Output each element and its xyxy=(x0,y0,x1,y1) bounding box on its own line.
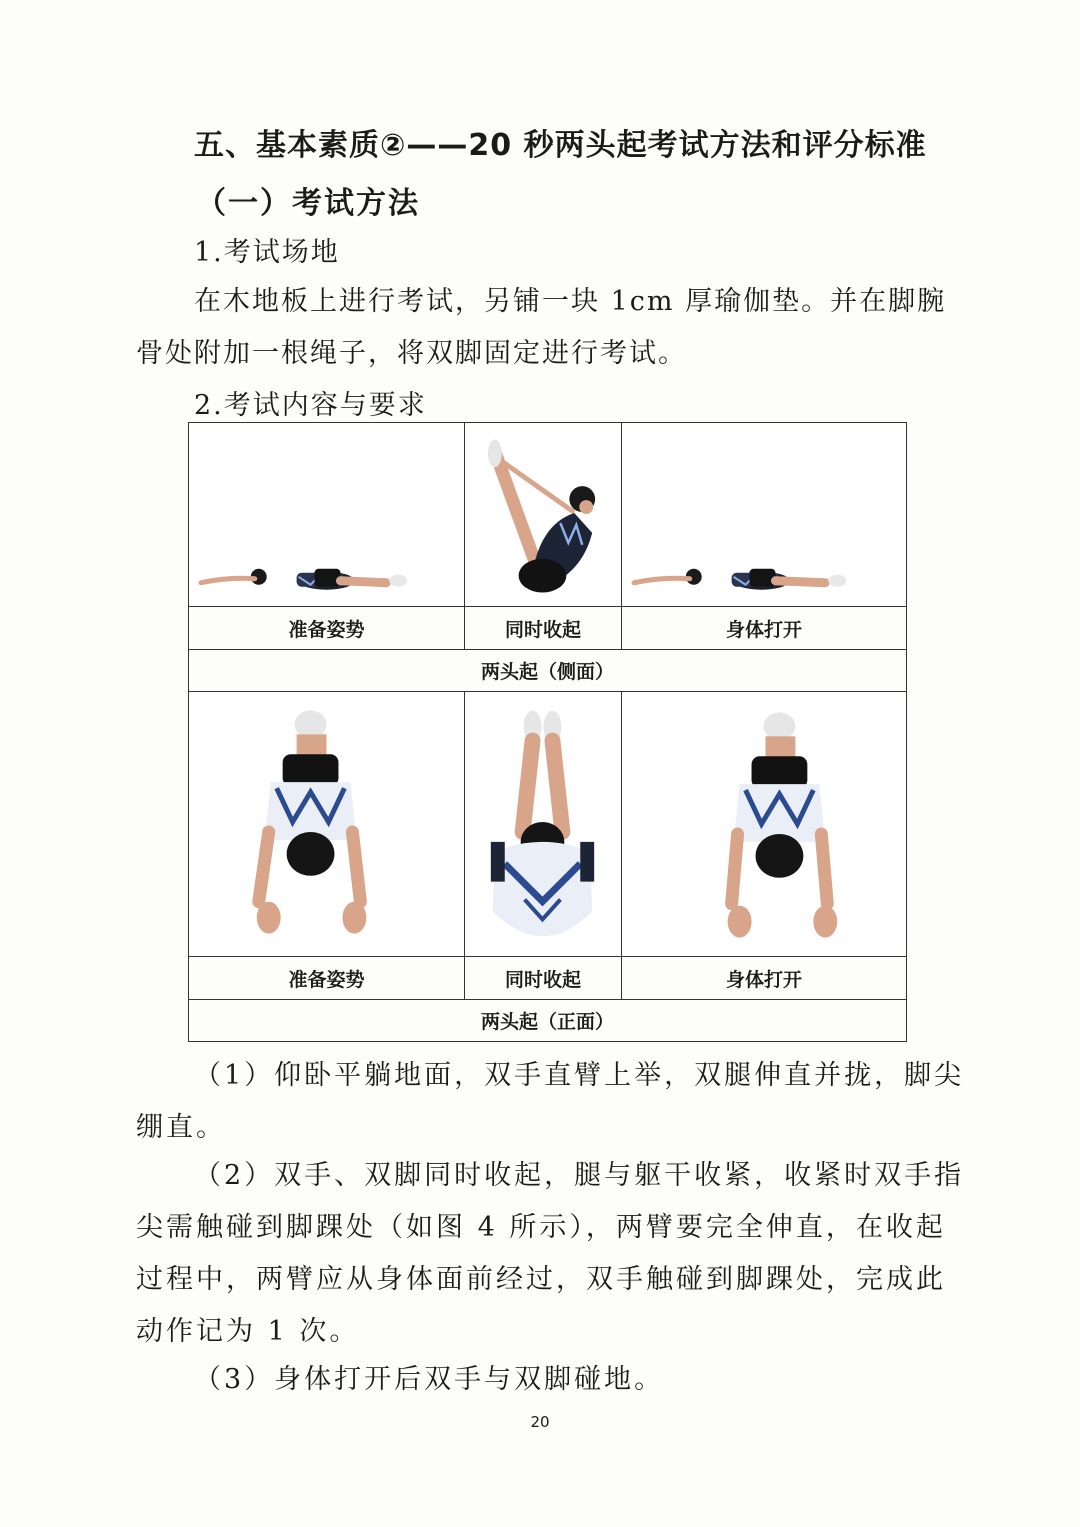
photo-front-vup xyxy=(465,692,622,957)
item1-body: 在木地板上进行考试，另铺一块 1cm 厚瑜伽垫。并在脚腕骨处附加一根绳子，将双脚固定进行考试。 xyxy=(136,286,947,369)
label-side-vup: 同时收起 xyxy=(465,607,622,650)
subsection-heading: （一）考试方法 xyxy=(196,186,420,221)
label-side-ready: 准备姿势 xyxy=(189,607,465,650)
label-front-open: 身体打开 xyxy=(622,957,907,1000)
label-front-vup: 同时收起 xyxy=(465,957,622,1000)
photo-front-open xyxy=(622,692,907,957)
athlete-v-up-side-image xyxy=(465,423,621,606)
photo-side-vup xyxy=(465,423,622,607)
athlete-lying-front-image xyxy=(189,692,464,956)
label-front-ready: 准备姿势 xyxy=(189,957,465,1000)
athlete-v-up-front-image xyxy=(465,692,621,956)
exercise-figure-table xyxy=(188,422,907,1042)
photo-side-ready xyxy=(189,423,465,607)
step-3: （3）身体打开后双手与双脚碰地。 xyxy=(194,1364,665,1395)
caption-side: 两头起（侧面） xyxy=(189,650,907,692)
athlete-lying-front-image xyxy=(622,692,906,956)
caption-front: 两头起（正面） xyxy=(189,1000,907,1042)
section-heading: 五、基本素质②——20 秒两头起考试方法和评分标准 xyxy=(194,128,927,163)
label-side-open: 身体打开 xyxy=(622,607,907,650)
step-2: （2）双手、双脚同时收起，腿与躯干收紧，收紧时双手指尖需触碰到脚踝处（如图 4 所示），两臂要完全伸直，在收起过程中，两臂应从身体面前经过，双手触碰到脚踝处，完成此动作记为 1 次。 xyxy=(136,1160,965,1347)
athlete-lying-side-image xyxy=(622,423,906,606)
item1-title: 1.考试场地 xyxy=(194,237,340,268)
step-1: （1）仰卧平躺地面，双手直臂上举，双腿伸直并拢，脚尖绷直。 xyxy=(136,1060,965,1143)
item2-title: 2.考试内容与要求 xyxy=(194,390,427,421)
photo-side-open xyxy=(622,423,907,607)
page-number: 20 xyxy=(530,1413,550,1431)
athlete-lying-side-image xyxy=(189,423,464,606)
photo-front-ready xyxy=(189,692,465,957)
